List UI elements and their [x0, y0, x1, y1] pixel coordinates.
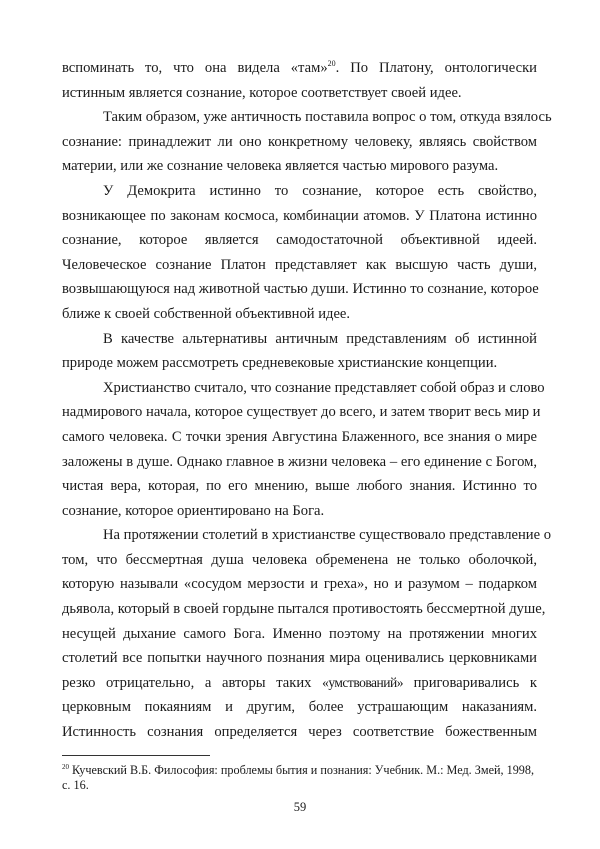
- text-line: возвышающуюся над животной частью души. Истинно то сознание, которое: [62, 281, 539, 298]
- text-line: В качестве альтернативы античным представлениям об истинной: [103, 330, 537, 347]
- text-line: несущей дыхание самого Бога. Именно поэтому на протяжении многих: [62, 625, 537, 642]
- text-line: которую называли «сосудом мерзости и греха», но и разумом – подарком: [62, 576, 537, 593]
- text-line: сознание, которое является самодостаточной объективной идеей.: [62, 232, 537, 249]
- body-text: [62, 56, 552, 745]
- text-line: На протяжении столетий в христианстве существовало представление о: [103, 527, 552, 544]
- text-line: самого человека. С точки зрения Августина Блаженного, все знания о мире: [62, 428, 537, 445]
- text-line: сознание: принадлежит ли оно конкретному человеку, являясь свойством: [62, 133, 537, 150]
- text-line: заложены в душе. Однако главное в жизни человека – его единение с Богом,: [62, 453, 537, 470]
- text-line: резко отрицательно, а авторы таких «умствований» приговаривались к: [62, 674, 537, 691]
- footnote-number: 20: [62, 762, 69, 771]
- text-line: чистая вера, которая, по его мнению, выше любого знания. Истинно то: [62, 478, 537, 495]
- text-line: дьявола, который в своей гордыне пытался противостоять бессмертной душе,: [62, 601, 546, 618]
- text-line: природе можем рассмотреть средневековые христианские концепции.: [62, 355, 498, 372]
- text-line: том, что бессмертная душа человека обременена не только оболочкой,: [62, 551, 537, 568]
- footnote-divider: [62, 755, 210, 756]
- text-line: вспоминать то, что она видела «там»$^{20}$. По Платону, онтологически: [62, 59, 537, 76]
- text-line: материи, или же сознание человека является частью мирового разума.: [62, 158, 499, 175]
- footnote-text: Кучевский В.Б. Философия: проблемы бытия и познания: Учебник. М.: Мед. Змей, 1998, с. 16.: [62, 763, 535, 792]
- text-line: ближе к своей собственной объективной идее.: [62, 305, 351, 322]
- text-line: церковным покаяниям и другим, более устрашающим наказаниям.: [62, 699, 537, 716]
- text-line: надмирового начала, которое существует до всего, и затем творит весь мир и: [62, 404, 541, 421]
- text-line: Истинность сознания определяется через соответствие божественным: [62, 724, 537, 741]
- text-line: истинным является сознание, которое соответствует своей идее.: [62, 84, 462, 101]
- text-line: Христианство считало, что сознание представляет собой образ и слово: [103, 379, 545, 396]
- text-line: возникающее по законам космоса, комбинации атомов. У Платона истинно: [62, 207, 537, 224]
- page-number: 59: [293, 800, 307, 814]
- text-line: Таким образом, уже античность поставила вопрос о том, откуда взялось: [103, 109, 552, 126]
- text-line: У Демокрита истинно то сознание, которое есть свойство,: [103, 182, 537, 199]
- text-line: сознание, которое ориентировано на Бога.: [62, 502, 325, 519]
- footnote-ref[interactable]: 20: [327, 59, 336, 69]
- text-line: столетий все попытки научного познания мира оценивались церковниками: [62, 650, 537, 667]
- footnote: [62, 763, 537, 792]
- text-line: Человеческое сознание Платон представляет как высшую часть души,: [62, 256, 537, 273]
